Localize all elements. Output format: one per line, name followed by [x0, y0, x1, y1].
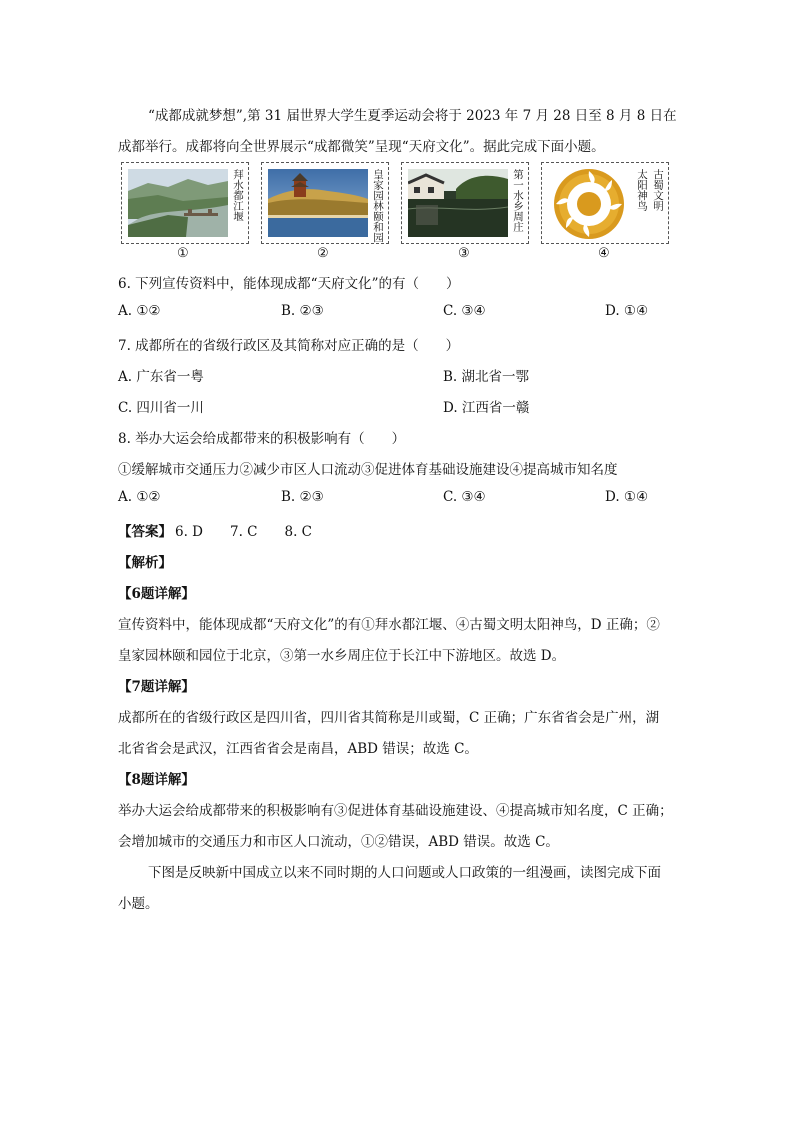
q7-analysis-heading: 【7题详解】: [118, 679, 195, 695]
dujiangyan-photo: [128, 169, 228, 237]
caption-dujiangyan: 拜水都江堰: [232, 169, 244, 222]
picture-summer-palace: [261, 162, 389, 244]
q8-option-a: A. ①②: [118, 489, 161, 505]
zhouzhuang-photo: [408, 169, 508, 237]
sun-bird-emblem: [552, 167, 626, 245]
picture-sun-bird: [541, 162, 669, 244]
answer-text: 6. D 7. C 8. C: [175, 524, 312, 540]
q8-analysis-line-2: 会增加城市的交通压力和市区人口流动，①②错误，ABD 错误。故选 C。: [118, 834, 559, 850]
q6-analysis-heading: 【6题详解】: [118, 586, 195, 602]
q7-option-c: C. 四川省一川: [118, 400, 204, 416]
analysis-heading: 【解析】: [118, 555, 172, 571]
intro-line-2: 成都举行。成都将向全世界展示“成都微笑”呈现“天府文化”。据此完成下面小题。: [118, 139, 605, 155]
q8-stem: 8. 举办大运会给成都带来的积极影响有（ ）: [118, 431, 406, 447]
q7-analysis-line-2: 北省省会是武汉，江西省省会是南昌，ABD 错误；故选 C。: [118, 741, 478, 757]
q8-option-c: C. ③④: [443, 489, 486, 505]
q6-option-a: A. ①②: [118, 303, 161, 319]
q6-analysis-line-1: 宣传资料中，能体现成都“天府文化”的有①拜水都江堰、④古蜀文明太阳神鸟，D 正确；②: [118, 617, 660, 633]
q6-option-c: C. ③④: [443, 303, 486, 319]
q7-option-a: A. 广东省一粤: [118, 369, 204, 385]
next-intro-line-1: 下图是反映新中国成立以来不同时期的人口问题或人口政策的一组漫画，读图完成下面: [148, 865, 661, 881]
q7-option-b: B. 湖北省一鄂: [443, 369, 530, 385]
next-intro-line-2: 小题。: [118, 896, 159, 912]
q8-analysis-line-1: 举办大运会给成都带来的积极影响有③促进体育基础设施建设、④提高城市知名度，C 正确；: [118, 803, 673, 819]
q8-option-d: D. ①④: [605, 489, 649, 505]
q8-option-b: B. ②③: [281, 489, 324, 505]
picture-number-1: ①: [177, 246, 189, 261]
caption-zhouzhuang: 第一水乡周庄: [512, 169, 524, 232]
picture-dujiangyan: [121, 162, 249, 244]
caption-summer-palace: 皇家园林颐和园: [372, 169, 384, 243]
q8-analysis-heading: 【8题详解】: [118, 772, 195, 788]
picture-number-3: ③: [458, 246, 470, 261]
picture-number-2: ②: [317, 246, 329, 261]
q6-option-b: B. ②③: [281, 303, 324, 319]
q7-option-d: D. 江西省一赣: [443, 400, 530, 416]
q8-statement: ①缓解城市交通压力②减少市区人口流动③促进体育基础设施建设④提高城市知名度: [118, 462, 618, 478]
q7-stem: 7. 成都所在的省级行政区及其简称对应正确的是（ ）: [118, 338, 460, 354]
picture-zhouzhuang: [401, 162, 529, 244]
intro-line-1: “成都成就梦想”,第 31 届世界大学生夏季运动会将于 2023 年 7 月 28 日至 8 月 8 日在: [148, 108, 677, 124]
q7-analysis-line-1: 成都所在的省级行政区是四川省，四川省其简称是川或蜀，C 正确；广东省省会是广州，湖: [118, 710, 660, 726]
summer-palace-photo: [268, 169, 368, 237]
picture-number-4: ④: [598, 246, 610, 261]
caption-ancient-shu: 古蜀文明: [652, 169, 664, 211]
q6-option-d: D. ①④: [605, 303, 649, 319]
caption-sun-bird: 太阳神鸟: [636, 169, 648, 211]
q6-analysis-line-2: 皇家园林颐和园位于北京，③第一水乡周庄位于长江中下游地区。故选 D。: [118, 648, 566, 664]
q6-stem: 6. 下列宣传资料中，能体现成都“天府文化”的有（ ）: [118, 276, 460, 292]
answer-label: 【答案】: [118, 524, 172, 540]
